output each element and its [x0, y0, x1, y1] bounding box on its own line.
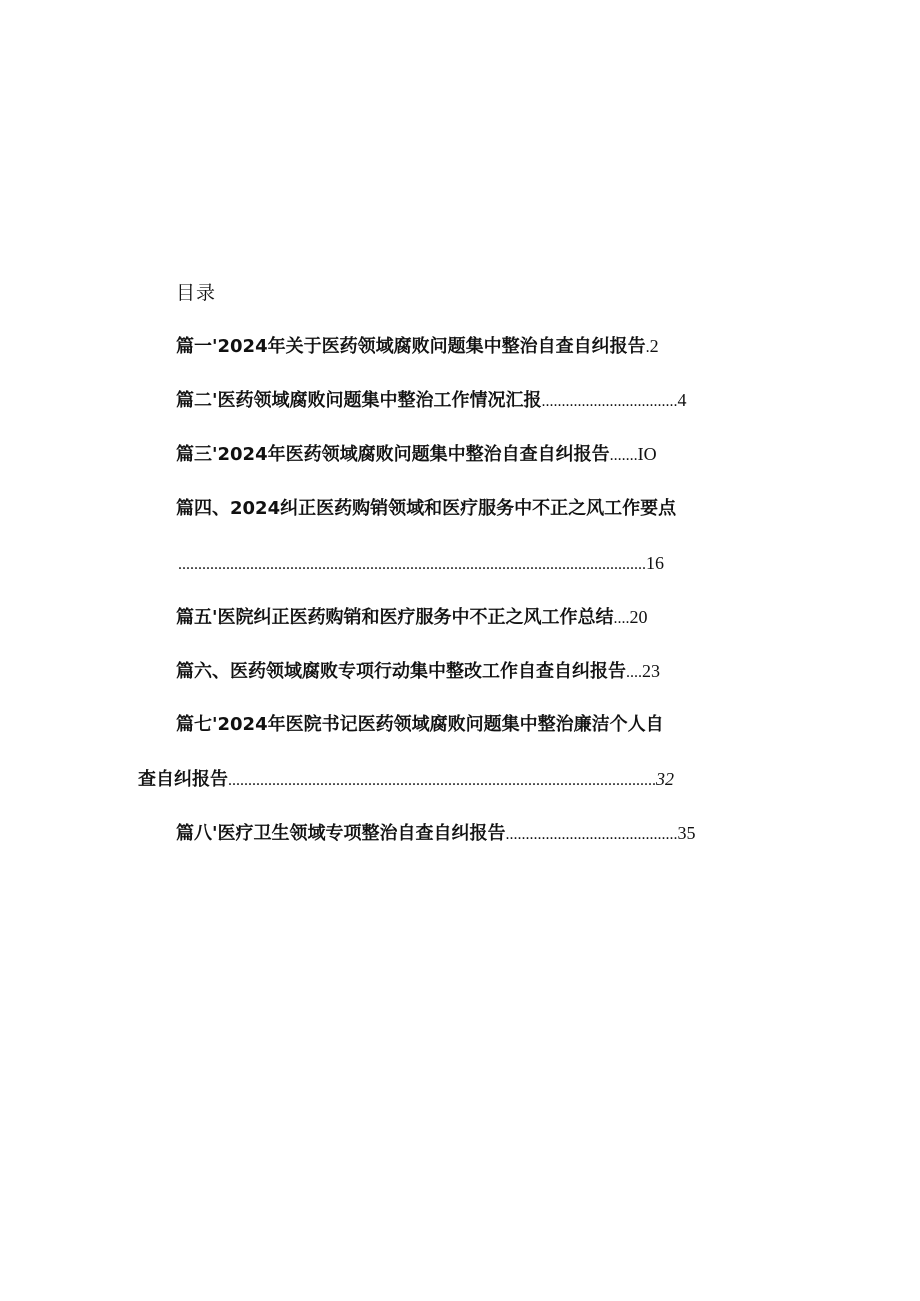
toc-entry-leader: .	[645, 339, 650, 356]
toc-entry-text: 篇六、医药领域腐败专项行动集中整改工作自查自纠报告	[176, 661, 626, 682]
toc-entry-page: 32	[656, 769, 674, 789]
toc-entry-page: IO	[637, 444, 657, 464]
toc-entry-text: 篇五'医院纠正医药购销和医疗服务中不正之风工作总结	[176, 607, 614, 628]
toc-entry-6[interactable]	[176, 657, 660, 687]
toc-entry-text: 篇八'医疗卫生领域专项整治自查自纠报告	[176, 823, 506, 844]
toc-entry-text-cont: 查自纠报告	[138, 769, 228, 790]
toc-entry-1[interactable]	[176, 332, 659, 362]
toc-entry-leader: .....................................................................................................................	[178, 556, 646, 573]
toc-entry-4[interactable]	[176, 495, 676, 523]
toc-entry-text: 篇二'医药领域腐败问题集中整治工作情况汇报	[176, 390, 542, 411]
toc-entry-leader: ...........................................	[505, 826, 678, 843]
toc-entry-leader: ....	[613, 610, 630, 627]
toc-entry-8[interactable]	[176, 819, 696, 849]
toc-entry-text: 篇四、2024纠正医药购销领域和医疗服务中不正之风工作要点	[176, 498, 677, 519]
toc-entry-text: 篇一'2024年关于医药领域腐败问题集中整治自查自纠报告	[176, 336, 646, 357]
toc-entry-3[interactable]	[176, 440, 657, 470]
toc-entry-7[interactable]	[176, 711, 664, 739]
toc-entry-leader: .......	[609, 447, 638, 464]
toc-entry-page: 35	[677, 823, 696, 843]
toc-entry-text: 篇三'2024年医药领域腐败问题集中整治自查自纠报告	[176, 444, 610, 465]
toc-entry-leader: ...........................................................................................................	[228, 772, 656, 789]
toc-entry-page: 23	[642, 661, 660, 681]
toc-entry-page: 20	[629, 607, 648, 627]
toc-entry-page: 2	[649, 336, 659, 356]
toc-entry-page: 16	[646, 553, 664, 573]
toc-entry-leader: ....	[626, 664, 642, 681]
toc-entry-text: 篇七'2024年医院书记医药领域腐败问题集中整治廉洁个人自	[176, 714, 664, 735]
toc-entry-page: 4	[677, 390, 687, 410]
toc-entry-4-leader-line[interactable]	[178, 549, 664, 579]
toc-entry-5[interactable]	[176, 603, 648, 633]
toc-entry-7-cont[interactable]	[138, 765, 674, 795]
toc-title: 目录	[176, 282, 217, 304]
toc-entry-2[interactable]	[176, 386, 687, 416]
toc-entry-leader: ..................................	[541, 393, 678, 410]
